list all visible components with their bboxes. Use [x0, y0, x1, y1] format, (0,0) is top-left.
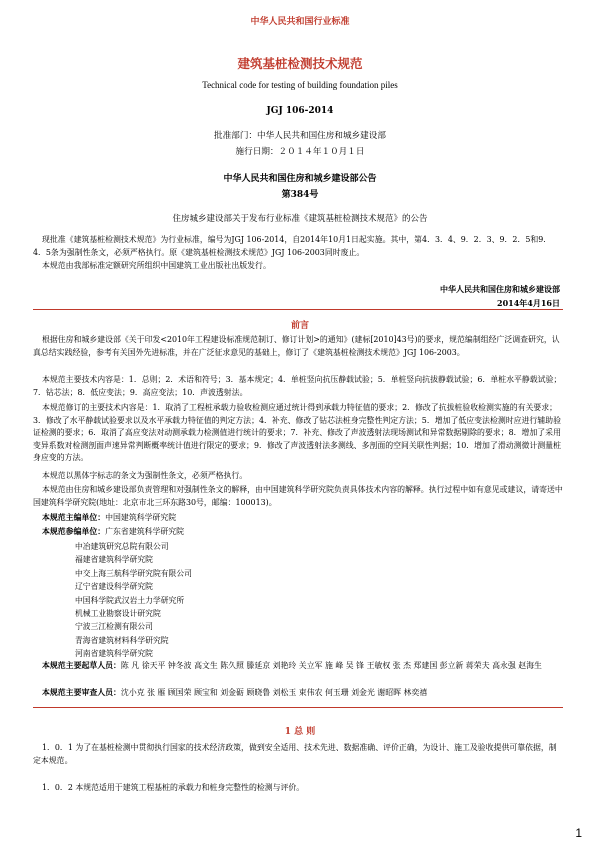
standard-code: JGJ 106-2014 [266, 106, 334, 116]
participant-item: 中冶建筑研究总院有限公司 [75, 542, 169, 551]
divider [33, 707, 563, 708]
foreword-paragraph: 本规范修订的主要技术内容是：1．取消了工程桩承载力验收检测应通过统计得到承载力特征值的要求；2．修改了抗拔桩验收检测实施的有关要求；3．修改了水平静载试验要求以及水平承载力特征值的判定方法；4．补充、修改了钻芯法桩身完整性判定方法；5．增加了低应变法检测时应进行辅助验证检测的要求；6．取消了高应变法对动测承载力检测值进行统计的要求；7．补充、修改了声波透射法现场测试和异常数据剔除的要求；8．增加了采用变异系数对检测剖面声速异常判断概率统计值进行限定的要求；9．修改了声波透射法多测线、多剖面的空间关联性判据；10．增加了滑动测微计测量桩身应变的方法。 [33, 403, 561, 463]
participant-item: 青海省建筑材料科学研究院 [75, 635, 169, 645]
participants-list [75, 540, 192, 661]
participant-item: 福建省建筑科学研究院 [75, 555, 153, 565]
foreword-paragraph: 根据住房和城乡建设部《关于印发<2010年工程建设标准规范制订、修订计划>的通知》(建标[2010]43号)的要求，规范编制组经广泛调查研究，认真总结实践经验，参考有关国外先进标准，并在广泛征求意见的基础上，修订了《建筑基桩检测技术规范》JGJ 106-2003。 [33, 335, 560, 357]
page-number: 1 [575, 826, 582, 840]
announcement-org: 中华人民共和国住房和城乡建设部公告 [223, 174, 377, 184]
editor-line [33, 512, 563, 525]
drafters-line [33, 660, 563, 673]
drafters-label: 本规范主要起草人员： [42, 661, 121, 670]
page-title: 建筑基桩检测技术规范 [237, 56, 363, 71]
announcement-number: 第384号 [281, 190, 319, 200]
announcement-title: 住房城乡建设部关于发布行业标准《建筑基桩检测技术规范》的公告 [172, 214, 428, 224]
editor-value: 中国建筑科学研究院 [105, 513, 177, 522]
signature-date: 2014年4月16日 [497, 298, 560, 308]
standard-type: 中华人民共和国行业标准 [250, 17, 350, 27]
clause-paragraph: 1．0．1 为了在基桩检测中贯彻执行国家的技术经济政策，做到安全适用、技术先进、数据准确、评价正确，为设计、施工及验收提供可靠依据，制定本规范。 [33, 743, 557, 765]
participants-label: 本规范参编单位： [42, 527, 106, 536]
foreword-paragraph: 本规范以黑体字标志的条文为强制性条文，必须严格执行。 [42, 471, 248, 480]
participant-item: 宁波三江检测有限公司 [75, 622, 153, 632]
announcement-paragraph: 现批准《建筑基桩检测技术规范》为行业标准，编号为JGJ 106-2014，自2014年10月1日起实施。其中，第4．3．4、9．2．3、9．2．5和9．4．5条为强制性条文，必须严格执行。原《建筑基桩检测技术规范》JGJ 106-2003同时废止。 [33, 235, 552, 257]
foreword-heading: 前言 [290, 321, 309, 331]
approval-dept: 批准部门：中华人民共和国住房和城乡建设部 [214, 131, 386, 141]
english-title: Technical code for testing of building foundation piles [202, 80, 398, 90]
participant-item: 中国科学院武汉岩土力学研究所 [75, 595, 185, 605]
participants-line [33, 526, 563, 539]
participant-item: 广东省建筑科学研究院 [105, 527, 185, 536]
effective-date: 施行日期：２０１４年１０月１日 [235, 147, 365, 157]
reviewers-value: 沈小克 张 雁 顾国荣 顾宝和 刘金砺 顾晓鲁 刘松玉 束伟农 何玉珊 刘金光 谢昭晖 林奕禧 [120, 688, 428, 697]
foreword-paragraph: 本规范主要技术内容是：1．总则；2．术语和符号；3．基本规定；4．单桩竖向抗压静载试验；5．单桩竖向抗拔静载试验；6．单桩水平静载试验；7．钻芯法；8．低应变法；9．高应变法；10．声波透射法。 [33, 375, 562, 397]
foreword-paragraph: 本规范由住房和城乡建设部负责管理和对强制性条文的解释，由中国建筑科学研究院负责具体技术内容的解释。执行过程中如有意见或建议，请寄送中国建筑科学研究院(地址：北京市北三环东路30号，邮编：100013)。 [33, 485, 563, 507]
editor-label: 本规范主编单位： [42, 513, 106, 522]
signature-org: 中华人民共和国住房和城乡建设部 [440, 284, 560, 294]
participant-item: 中交上海三航科学研究院有限公司 [75, 568, 192, 578]
participant-item: 河南省建筑科学研究院 [75, 649, 153, 659]
announcement-paragraph: 本规范由我部标准定额研究所组织中国建筑工业出版社出版发行。 [42, 261, 271, 270]
reviewers-line [33, 687, 563, 700]
participant-item: 辽宁省建设科学研究院 [75, 582, 153, 592]
drafters-value: 陈 凡 徐天平 钟冬波 高文生 陈久照 滕延京 刘艳玲 关立军 施 峰 吴 锋 王敏权 张 杰 郑建国 彭立新 蒋荣夫 高永强 赵海生 [120, 661, 542, 670]
clause-paragraph: 1．0．2 本规范适用于建筑工程基桩的承载力和桩身完整性的检测与评价。 [42, 783, 305, 792]
participant-item: 机械工业勘察设计研究院 [75, 609, 161, 619]
reviewers-label: 本规范主要审查人员： [42, 688, 121, 697]
divider [33, 309, 563, 310]
chapter-heading: 1 总 则 [284, 727, 316, 737]
